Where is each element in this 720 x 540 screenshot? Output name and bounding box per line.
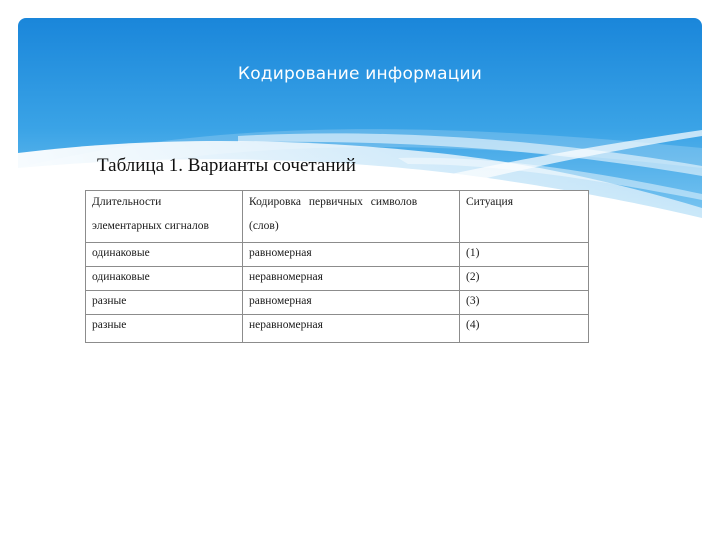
cell-situation: (3) xyxy=(460,291,589,315)
header-coding xyxy=(243,191,460,243)
cell-situation: (2) xyxy=(460,267,589,291)
header-durations-line2: элементарных сигналов xyxy=(92,220,209,232)
variants-table xyxy=(85,190,589,343)
cell-duration: разные xyxy=(86,315,243,343)
cell-duration: разные xyxy=(86,291,243,315)
cell-coding: неравномерная xyxy=(243,267,460,291)
table-header-row xyxy=(86,191,589,243)
cell-situation: (4) xyxy=(460,315,589,343)
table-row xyxy=(86,267,589,291)
header-coding-line2: (слов) xyxy=(249,220,279,232)
cell-duration: одинаковые xyxy=(86,243,243,267)
table-row xyxy=(86,291,589,315)
header-coding-line1: Кодировка первичных символов xyxy=(249,196,418,208)
cell-situation: (1) xyxy=(460,243,589,267)
cell-coding: неравномерная xyxy=(243,315,460,343)
header-banner xyxy=(18,18,702,218)
table-caption: Таблица 1. Варианты сочетаний xyxy=(97,155,356,176)
header-durations xyxy=(86,191,243,243)
cell-duration: одинаковые xyxy=(86,267,243,291)
header-durations-line1: Длительности xyxy=(92,196,162,208)
cell-coding: равномерная xyxy=(243,243,460,267)
cell-coding: равномерная xyxy=(243,291,460,315)
table-row xyxy=(86,315,589,343)
header-situation xyxy=(460,191,589,243)
table-row xyxy=(86,243,589,267)
slide-title: Кодирование информации xyxy=(237,64,483,84)
header-banner-graphic xyxy=(18,18,702,218)
header-situation-line1: Ситуация xyxy=(466,196,513,208)
